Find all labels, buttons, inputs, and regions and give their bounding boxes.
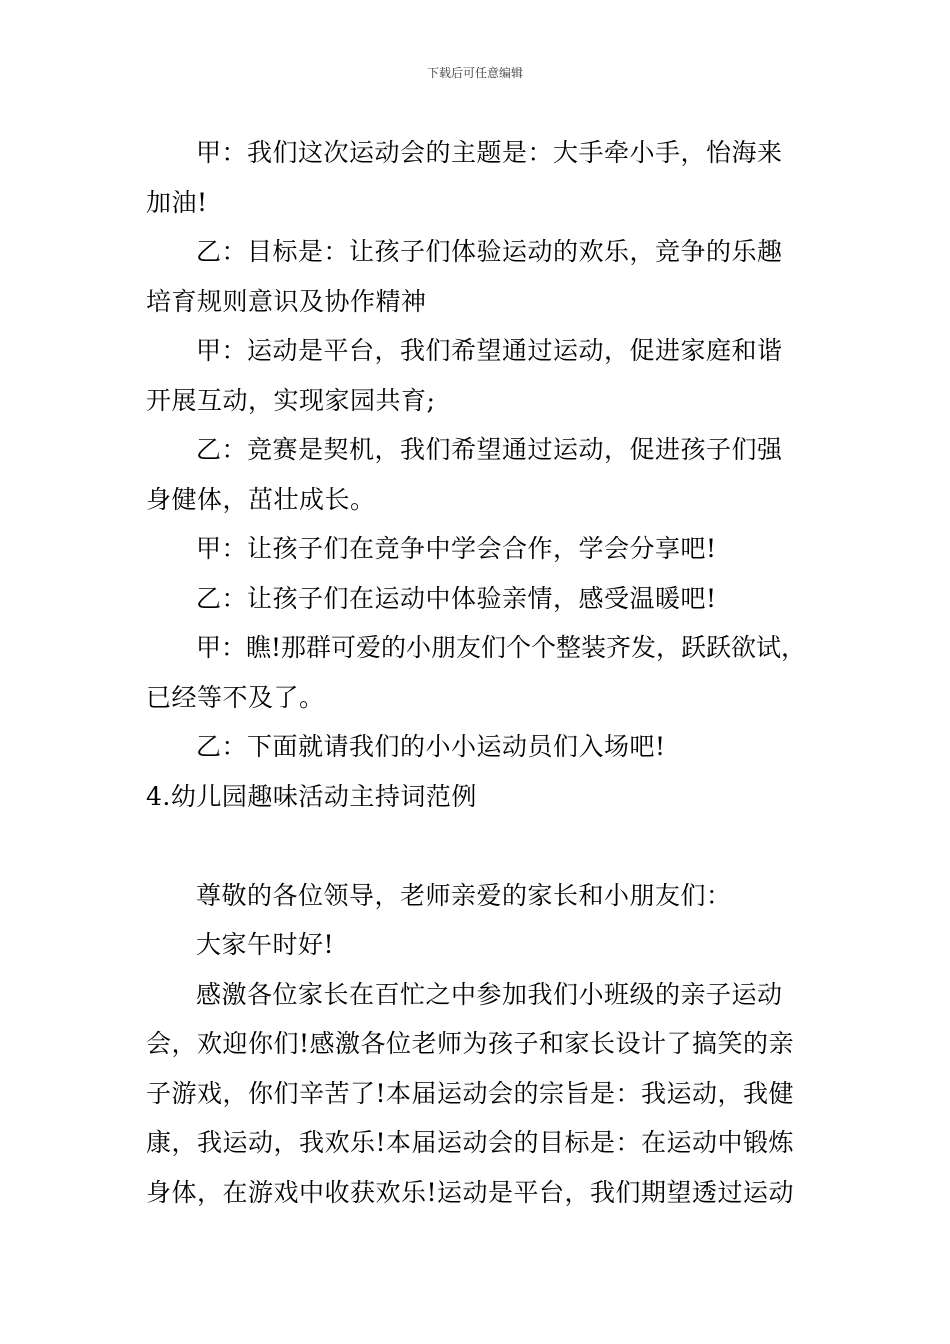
text-line: 甲：运动是平台，我们希望通过运动，促进家庭和谐 bbox=[196, 336, 783, 365]
dialogue-paragraph bbox=[146, 128, 826, 227]
text-line: 子游戏，你们辛苦了!本届运动会的宗旨是：我运动，我健 bbox=[146, 1078, 795, 1108]
text-line: 乙：目标是：让孩子们体验运动的欢乐，竞争的乐趣 bbox=[196, 237, 783, 266]
speech-paragraph bbox=[146, 871, 826, 921]
text-line: 康，我运动，我欢乐!本届运动会的目标是：在运动中锻炼 bbox=[146, 1128, 795, 1157]
text-line: 已经等不及了。 bbox=[146, 682, 325, 712]
text-line: 乙：下面就请我们的小小运动员们入场吧! bbox=[196, 732, 666, 761]
text-line: 尊敬的各位领导，老师亲爱的家长和小朋友们： bbox=[196, 880, 732, 910]
text-line: 身体，在游戏中收获欢乐!运动是平台，我们期望透过运动 bbox=[146, 1177, 795, 1207]
text-line: 开展互动，实现家园共育; bbox=[146, 385, 436, 415]
text-line: 身健体，茁壮成长。 bbox=[146, 484, 376, 514]
text-line: 甲：瞧!那群可爱的小朋友们个个整装齐发，跃跃欲试， bbox=[196, 633, 807, 662]
section-heading: 4.幼儿园趣味活动主持词范例 bbox=[146, 781, 477, 811]
text-line: 乙：竞赛是契机，我们希望通过运动，促进孩子们强 bbox=[196, 435, 783, 464]
document-body bbox=[146, 128, 826, 1217]
text-line: 会，欢迎你们!感激各位老师为孩子和家长设计了搞笑的亲 bbox=[146, 1029, 795, 1058]
text-line: 感激各位家长在百忙之中参加我们小班级的亲子运动 bbox=[196, 979, 783, 1009]
dialogue-paragraph bbox=[146, 524, 826, 574]
text-line: 甲：让孩子们在竞争中学会合作，学会分享吧! bbox=[196, 534, 717, 563]
dialogue-paragraph bbox=[146, 722, 826, 772]
page-header-note: 下载后可任意编辑 bbox=[426, 66, 523, 80]
dialogue-paragraph bbox=[146, 326, 826, 425]
text-line: 甲：我们这次运动会的主题是：大手牵小手，怡海来 bbox=[196, 138, 783, 167]
speech-paragraph bbox=[146, 920, 826, 970]
dialogue-paragraph bbox=[146, 623, 826, 722]
text-line: 加油! bbox=[146, 187, 208, 217]
dialogue-paragraph bbox=[146, 425, 826, 524]
dialogue-paragraph bbox=[146, 574, 826, 624]
dialogue-paragraph bbox=[146, 227, 826, 326]
text-line: 乙：让孩子们在运动中体验亲情，感受温暖吧! bbox=[196, 583, 717, 613]
speech-paragraph bbox=[146, 970, 826, 1218]
text-line: 培育规则意识及协作精神 bbox=[146, 286, 427, 316]
text-line: 大家午时好! bbox=[196, 930, 335, 959]
blank-line bbox=[146, 821, 826, 871]
